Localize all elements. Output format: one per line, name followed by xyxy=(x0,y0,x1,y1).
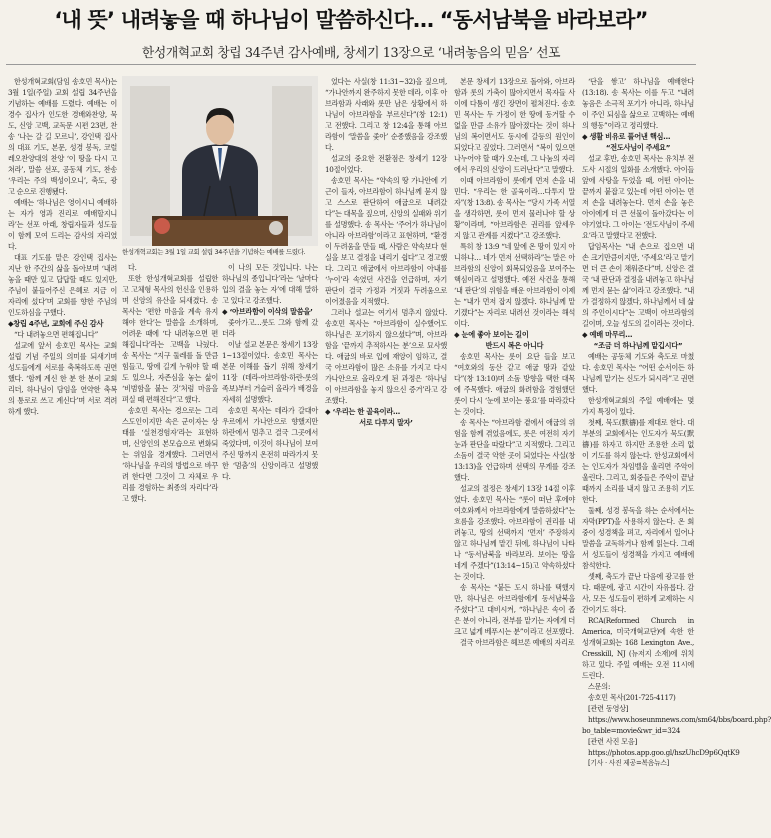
article-paragraph: 결국 아브라함은 헤브론 예배의 자리로 xyxy=(460,638,575,647)
worship-photo xyxy=(122,76,318,246)
article-paragraph: 설교에 앞서 송호민 목사는 교회 설립 기념 주일의 의미를 되새기며 성도들에게 서로를 축복하도록 권면했다. ‘함께 계신 한 분 한 분이 교회 리더, 하나님이 담임을 연약한 축복의 통로로 쓰고 계신다’며 서로 격려하게 했다. xyxy=(8,341,117,416)
article-paragraph: 예배는 ‘하나님은 영이시니 예배하는 자가 영과 진리로 예배할지니라’는 선포 아래, 창립자들과 성도들이 함께 모여 드리는 감사의 자리였다. xyxy=(8,198,117,251)
subheadline: 한성개혁교회 창립 34주년 감사예배, 창세기 13장으로 ‘내려놓음의 믿음’ 선포 xyxy=(141,46,561,61)
article-paragraph: 이날 설교 본문은 창세기 13장 1~13절이었다. 송호민 목사는 본문 이해를 돕기 위해 창세기 11장 (데라-아브라함-하란-롯의 족보)부터 거슬러 올라가 배경을 자세히 설명했다. xyxy=(222,340,318,404)
article-paragraph: 설교의 중요한 전환점은 창세기 12장 10절이었다. xyxy=(325,154,447,174)
photo-credit: [기사 · 사진 제공=복음뉴스] xyxy=(588,759,670,767)
article-paragraph: 송 목사는 “붙든 도시 하나를 택했지만, 하나님은 아브라함에게 동서남북을 주셨다”고 대비시켜, “하나님은 속이 좁은 분이 아니라, 전부를 맡기는 자에게 더 크고 넓게 베푸시는 분”이라고 선포했다. xyxy=(454,583,575,636)
article-paragraph: 좇아가고…롯도 그와 함께 갔더라 xyxy=(222,318,318,338)
article-column-3 xyxy=(222,262,318,832)
article-paragraph: 스문의: xyxy=(588,682,611,691)
article-column-5 xyxy=(454,76,575,832)
section-heading: ◆ ‘우리는 한 골육이라… xyxy=(325,407,400,416)
podium xyxy=(152,218,288,246)
article-paragraph: 또한 한성개혁교회를 설립한 고 고체형 목사의 헌신을 인용하며 신앙의 유산을 되새겼다. 송 목사는 ‘편한 마음을 계속 유지해야 한다’는 말씀을 소개하며, 어려운 때에 ‘다 내려놓으면 편해집니다’라는 고백을 나눴다. 송 목사는 “지구 둘레를 돌 만큼 힘들고, 땅에 길게 누워야 할 때도 있으나, 자존심을 놓는 삶이 ‘비범함을 붙는 것’처럼 마음을 펴실 때 편해진다”고 했다. xyxy=(122,274,218,404)
article-paragraph: 송호민 목사(201-725-4117) xyxy=(588,693,676,702)
article-paragraph: 이때 아브라함이 롯에게 먼저 손을 내민다. “우리는 한 골육이라…다투지 말자”(창 13:8). 송 목사는 “당시 가족 서열을 생각하면, 롯이 먼저 물러나야 할 상황”이라며, “아브라함은 권리를 앞세우지 않고 관계를 지켰다”고 강조했다. xyxy=(454,176,575,240)
headline: ‘내 뜻’ 내려놓을 때 하나님이 말씀하신다… “동서남북을 바라보라” xyxy=(54,8,648,32)
section-heading: ◆ 예배 마무리… xyxy=(582,330,633,339)
article-paragraph: 송호민 목사는 롯이 요단 들을 보고 “여호와의 동산 같고 애굽 땅과 같았다”(창 13:10)며 소돔 방향을 택한 대목에 주목했다. 애굽의 화려함을 경험했던 롯이 다시 ‘눈에 보이는 풍요’를 따라갔다는 것이다. xyxy=(454,352,575,416)
article-paragraph: [관련 동영상] xyxy=(588,704,629,713)
article-paragraph: 셋째, 축도가 끝난 다음에 광고를 한다. 때문에, 광고 시간이 자유롭다. 감사, 모든 성도들이 편하게 교제하는 시간이기도 하다. xyxy=(582,572,694,614)
article-paragraph: ‘단을 쌓고’ 하나님을 예배한다(13:18). 송 목사는 이를 두고 “내려놓음은 소극적 포기가 아니라, 하나님이 주인 되심을 삶으로 고백하는 예배의 행동”이라고 정리했다. xyxy=(582,77,694,130)
article-paragraph: 설교 후반, 송호민 목사는 유치부 전도사 시절의 일화를 소개했다. 아이들 앞에 사탕을 두었을 때, 어떤 아이는 끝까지 붙잡고 있는데 어떤 아이는 먼저 손을 내려놓는다. 먼저 손을 놓은 아이에게 더 큰 선물이 돌아갔다는 이야기였다. 그 아이는 ‘전도사님이 주세요’라고 말했다고 전했다. xyxy=(582,154,694,240)
article-column-2 xyxy=(122,262,218,832)
article-paragraph: 특히 창 13:9 “네 앞에 온 땅이 있지 아니하냐… 네가 먼저 선택하라”는 말은 아브라함의 신앙이 회복되었음을 보여주는 핵심이라고 설명했다. 예전 사건을 통해 ‘내 판단’의 위험을 배운 아브라함이 이제는 “내가 먼저 잡지 않겠다. 하나님께 맡기겠다”는 자리로 내려선 것이라는 해석이다. xyxy=(454,242,575,328)
article-paragraph: 송호민 목사는 “약속의 땅 가나안에 기근이 들자, 아브라함이 하나님께 묻지 않고 스스로 판단하여 애굽으로 내려갔다”는 대목을 짚으며, 신앙의 실패와 위기를 설명했다. 송 목사는 ‘주어가 하나님이 아니라 아브라함’이라고 표현하며, “환경이 두려움을 만들 때, 사람은 약속보다 현실을 보고 결정을 내리기 쉽다”고 경고했다. 그리고 애굽에서 아브라함이 아내를 ‘누이’라 속였던 사건을 언급하며, 자기 판단이 결국 가정과 거짓과 두려움으로 이어졌음을 지적했다. xyxy=(325,176,447,306)
section-heading: ◆ ‘아브라함이 이삭의 말씀을’ xyxy=(222,307,313,316)
article-paragraph: 그러나 설교는 여기서 멈추지 않았다. 송호민 목사는 “아브라함이 실수했어도 하나님은 포기하지 않으셨다”며, 아브라함을 ‘끝까지 추적하시는 분’으로 묘사했다. 애굽의 바로 입에 재앙이 임하고, 결국 아브라함이 많은 소유를 가지고 다시 가나안으로 올라오게 된 과정은 ‘하나님이 아브라함을 놓지 않으신 증거’라고 강조했다. xyxy=(325,308,447,405)
section-heading: ◆ 눈에 좋아 보이는 길이 xyxy=(454,330,529,339)
article-paragraph: 다. xyxy=(128,263,137,272)
section-heading-line: “전도사님이 주세요” xyxy=(605,143,671,152)
article-paragraph: 둘째, 성경 봉독을 하는 순서에서는 자막(PPT)을 사용하지 않는다. 온 회중이 성경책을 펴고, 자리에서 일어나 말씀을 교독하거나 함께 읽는다. 그래서 성도들이 성경책을 가지고 예배에 참석한다. xyxy=(582,506,694,570)
header-divider xyxy=(6,64,696,65)
article-paragraph: 송호민 목사는 경으로는 그리스도인이지만 속은 군이자는 상태를 ‘실천경험자’라는 표현하며, 신앙인의 본모습으로 변화되는 위임을 경계했다. 그러면서 ‘하나님을 우리의 방법으로 바꾸려 한다면 그것이 그 자체로 우리를 경험하는 최종의 자리다’라고 했다. xyxy=(122,406,218,503)
article-paragraph: [관련 사진 모음] xyxy=(588,737,637,746)
section-heading-line: “조금 더 하나님께 맡깁시다” xyxy=(593,341,683,350)
article-paragraph: 송호민 목사는 데라가 갈대아 우르에서 가나안으로 향했지만 하란에서 멈추고 결국 그곳에서 죽었다며, 이것이 하나님이 보여주신 땅까지 온전히 따라가지 못한 ‘멈춤’의 신앙이라고 설명했다. xyxy=(222,406,318,481)
article-paragraph: 대표 기도를 맡은 강인택 집사는 지난 한 주간의 삶을 돌아보며 ‘내려놓을 때만 있고 답답할 때도 있지만, 주님이 붙들어주신 은혜로 지금 이 자리에 섰다’며 교회를 향한 주님의 인도하심을 구했다. xyxy=(8,253,117,317)
section-heading-line: 반드시 복은 아니다 xyxy=(485,341,544,350)
article-paragraph: 송 목사는 “아브라함 곁에서 애굽의 위험을 함께 겪었음에도, 롯은 여전히 자기 눈과 판단을 따랐다”고 지적했다. 그리고 소돔이 결국 악한 곳이 되었다는 사실(창 13:13)을 언급하며 선택의 무게를 강조했다. xyxy=(454,418,575,482)
article-paragraph: RCA(Reformed Church in America, 미국개혁교단)에 속한 한성개혁교회는 168 Lexington Ave., Cresskill, NJ (뉴저지 소재)에 위치하고 있다. 주일 예배는 오전 11시에 드린다. xyxy=(582,616,694,680)
article-column-4 xyxy=(325,76,447,496)
article-paragraph: 한성개혁교회의 주일 예배에는 몇 가지 특징이 있다. xyxy=(582,396,694,416)
article-paragraph: 첫째, 묵도(默禱)를 제대로 한다. 대부분의 교회에서는 인도자가 묵도(默禱)를 하자고 하지만 조용한 소리 없이 기도를 하지 않는다. 한성교회에서는 인도자가 차임벨을 울리면 주악이 울린다. 그리고, 회중들은 주악이 끝날 때까지 소리를 내지 않고 조용히 기도한다. xyxy=(582,418,694,504)
article-column-6 xyxy=(582,76,771,832)
article-paragraph: https://www.hoseunmnews.com/sm64/bbs/board.php?bo_table=movie&wr_id=324 xyxy=(582,715,771,735)
pastor-at-podium-illustration xyxy=(122,76,318,246)
section-heading: ◆ 생활 비유로 풀어낸 핵심… xyxy=(582,132,671,141)
article-paragraph: 답임목사는 “내 손으로 집으면 내 손 크기만큼이지만, ‘주세요’라고 맡기면 더 큰 손이 채워준다”며, 신앙은 결국 ‘내 판단과 결정을 내려놓고 하나님께 먼저 묻는 삶’이라고 강조했다. “내가 결정하지 않겠다, 하나님께서 네 삶의 주인이시다”는 고백이 아브라함의 길이며, 오늘 성도의 길이라는 것이다. xyxy=(582,242,694,328)
section-heading-line: 서로 다투지 말자’ xyxy=(359,418,413,427)
article-paragraph: 설교의 절정은 창세기 13장 14절 이후였다. 송호민 목사는 “롯이 떠난 후에야 여호와께서 아브라함에게 말씀하셨다”는 흐름을 강조했다. 아브라함이 권리를 내려놓고, 땅의 선택까지 ‘먼저’ 주장하지 않고 하나님께 맡긴 뒤에, 하나님이 나타나 “동서남북을 바라보라. 보이는 땅을 네게 주겠다”(13:14~15)고 약속하셨다는 것이다. xyxy=(454,484,575,581)
article-paragraph: 예배는 공동체 기도와 축도로 마쳤다. 송호민 목사는 “어떤 순서이든 하나님께 맡기는 신도가 되시라”고 권면했다. xyxy=(582,352,694,394)
article-paragraph: 이 나의 모든 것입니다. 나는 하나님의 종입니다’라는 ‘날마다 입의 결을 놓는 자’에 대해 말하고 있다고 강조했다. xyxy=(222,263,318,305)
article-column-1 xyxy=(8,76,117,486)
photo-caption: 한성개혁교회는 3월 1일 교회 설립 34주년을 기념하는 예배를 드렸다. xyxy=(122,248,306,256)
article-paragraph: 었다는 사실(창 11:31~32)을 짚으며, “가나안까지 완주하지 못한 데라, 이후 아브라함과 사래와 롯만 남은 상황에서 하나님이 아브라함을 부르신다”(창 12:1)고 전했다. 그리고 창 12:4을 통해 아브라함이 ‘말씀을 좇아’ 순종했음을 강조했다. xyxy=(325,77,447,152)
flowers xyxy=(154,218,170,234)
article-paragraph: 본문 창세기 13장으로 돌아와, 아브라함과 롯의 가축이 많아지면서 목자들 사이에 다툼이 생긴 장면이 펼쳐진다. 송호민 목사는 두 가정이 한 땅에 동거할 수 없을 만큼 소유가 많아졌다는 것이 하나님의 복이면서도 동시에 갈등의 원인이 되었다고 짚었다. 그러면서 “복이 있으면 나누어야 할 때가 오는데, 그 나눔의 자리에서 우리의 신앙이 드러난다”고 말했다. xyxy=(454,77,575,174)
article-paragraph: https://photos.app.goo.gl/hszUhcD9p6QqtK9 xyxy=(588,748,740,757)
article-paragraph: 한성개혁교회(담임 송호민 목사)는 3월 1일(주일) 교회 설립 34주년을 기념하는 예배를 드렸다. 예배는 이경수 집사가 인도한 경배와찬양, 묵도, 신앙 고백, 교독문 시편 23편, 찬송 ‘나는 갈 길 모르니’, 강인택 집사의 대표 기도, 본문, 성경 봉독, 코럴레오찬양대의 찬양 ‘이 땅을 다시 고쳐라’, 말씀 선포, 공동체 기도, 찬송 ‘우리는 주의 백성이오니’, 축도, 광고 순으로 진행됐다. xyxy=(8,77,117,196)
section-heading: ◆창립 4주년, 교회에 주신 감사 xyxy=(8,319,104,328)
article-paragraph: “다 내려놓으면 편해집니다” xyxy=(14,330,98,339)
